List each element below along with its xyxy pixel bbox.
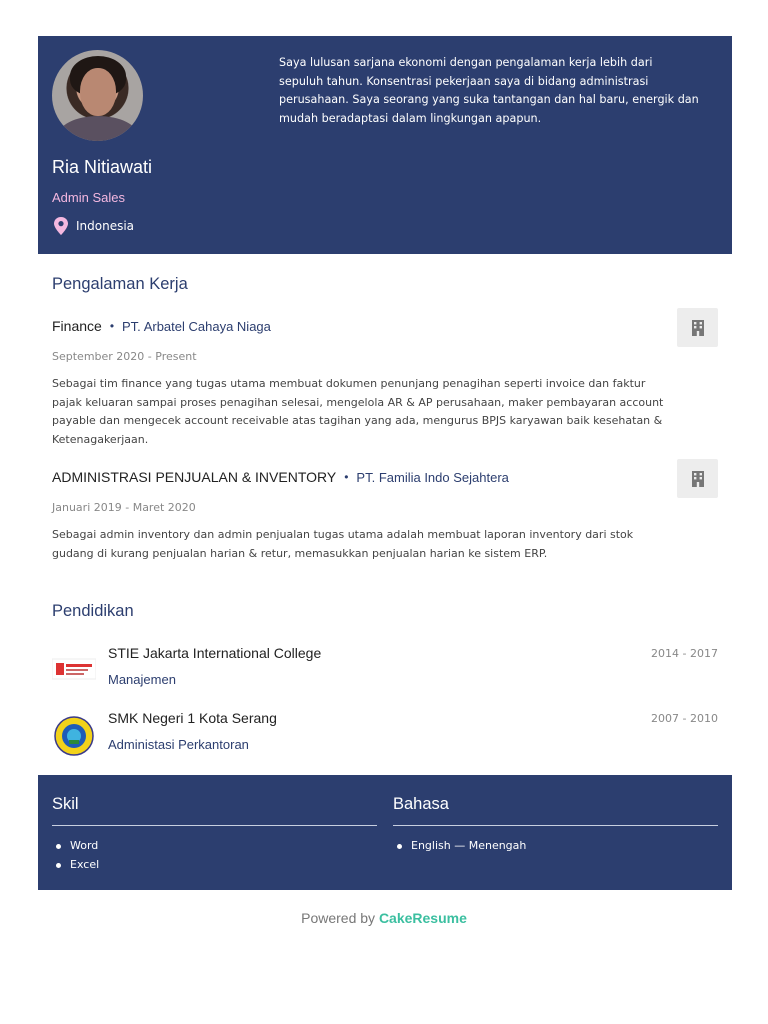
school-name: STIE Jakarta International College bbox=[108, 645, 322, 661]
list-item: Excel bbox=[70, 856, 99, 875]
job-entry bbox=[52, 318, 718, 449]
profile-header bbox=[38, 36, 732, 254]
job-role: Finance bbox=[52, 318, 102, 334]
divider bbox=[52, 825, 377, 826]
location-label: Indonesia bbox=[76, 219, 135, 233]
powered-by-label: Powered by bbox=[301, 910, 376, 926]
avatar bbox=[52, 50, 143, 141]
job-entry bbox=[52, 469, 718, 563]
skills-list bbox=[70, 837, 99, 874]
school-logo-icon bbox=[52, 651, 96, 687]
education-entry bbox=[52, 645, 718, 693]
skills-languages-panel bbox=[38, 775, 732, 890]
brand-logo[interactable]: CakeResume bbox=[378, 910, 467, 926]
school-major: Administasi Perkantoran bbox=[108, 737, 249, 752]
school-years: 2014 - 2017 bbox=[651, 647, 718, 660]
job-role: ADMINISTRASI PENJUALAN & INVENTORY bbox=[52, 469, 337, 485]
school-name: SMK Negeri 1 Kota Serang bbox=[108, 710, 277, 726]
school-major: Manajemen bbox=[108, 672, 176, 687]
school-years: 2007 - 2010 bbox=[651, 712, 718, 725]
education-heading: Pendidikan bbox=[52, 602, 134, 620]
profile-name: Ria Nitiawati bbox=[52, 157, 153, 177]
powered-by[interactable] bbox=[0, 910, 768, 926]
education-entry bbox=[52, 710, 718, 758]
skills-heading: Skil bbox=[52, 795, 79, 813]
job-dates: Januari 2019 - Maret 2020 bbox=[52, 501, 196, 514]
job-separator: • bbox=[344, 470, 349, 484]
job-description: Sebagai admin inventory dan admin penjualan tugas utama adalah membuat laporan inventory dari stok gudang di kurang penjualan harian & retur, memasukkan penjualan harian ke sistem ERP. bbox=[52, 528, 634, 560]
job-separator: • bbox=[109, 319, 115, 333]
job-description: Sebagai tim finance yang tugas utama membuat dokumen penunjang penagihan seperti invoice dan faktur pajak keluaran sampai proses penagihan selesai, mengelola AR & AP perusahaan, maker pembayaran account payable dan mengecek account receivable atas tagihan yang ada, mengurus BPJS karyawan baik kesehatan & Ketenagakerjaan. bbox=[52, 377, 664, 446]
job-company: PT. Familia Indo Sejahtera bbox=[356, 469, 509, 485]
map-pin-icon bbox=[52, 216, 70, 236]
profile-title: Admin Sales bbox=[52, 190, 125, 205]
list-item: Word bbox=[70, 837, 99, 856]
experience-heading: Pengalaman Kerja bbox=[52, 275, 188, 293]
profile-summary: Saya lulusan sarjana ekonomi dengan pengalaman kerja lebih dari sepuluh tahun. Konsentrasi pekerjaan saya di bidang administrasi perusahaan. Saya seorang yang suka tantangan dan hal baru, energik dan mudah beradaptasi dalam lingkungan apapun. bbox=[279, 56, 699, 125]
building-icon bbox=[677, 308, 718, 347]
profile-location bbox=[52, 216, 134, 236]
languages-heading: Bahasa bbox=[393, 795, 449, 813]
job-dates: September 2020 - Present bbox=[52, 350, 197, 363]
job-company: PT. Arbatel Cahaya Niaga bbox=[122, 318, 271, 334]
languages-list bbox=[411, 837, 526, 856]
list-item: English — Menengah bbox=[411, 837, 526, 856]
building-icon bbox=[677, 459, 718, 498]
divider bbox=[393, 825, 718, 826]
school-logo-icon bbox=[52, 716, 96, 752]
